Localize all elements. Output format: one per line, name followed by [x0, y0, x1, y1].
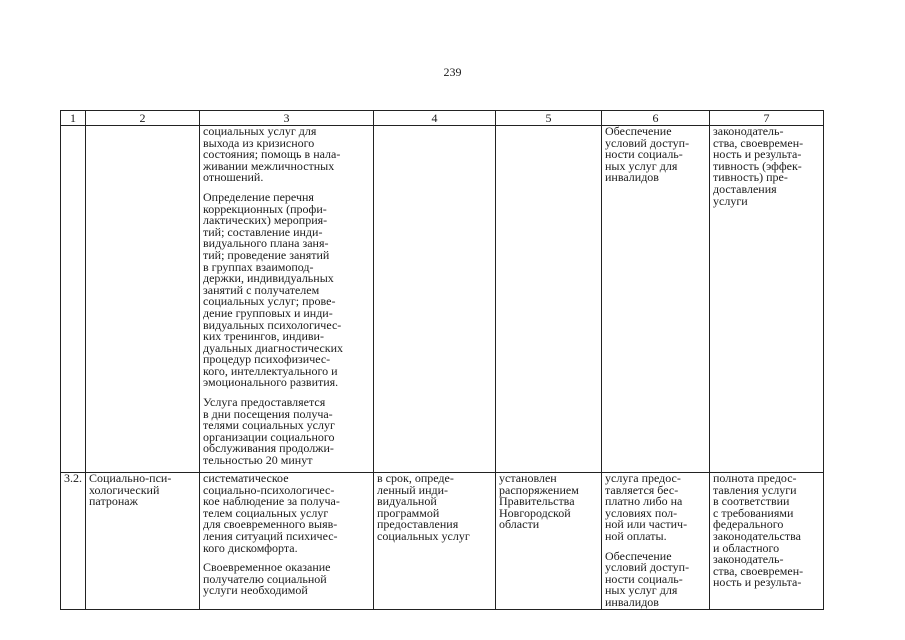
cell-text-line: тий; составление инди-: [203, 224, 323, 239]
cell-text-line: ной оплаты.: [605, 528, 667, 543]
cell-text-line: области: [499, 517, 540, 532]
cell-text-line: социальных услуг: [377, 528, 470, 543]
cell-number: [61, 126, 86, 473]
header-col-7: 7: [710, 111, 824, 126]
header-col-6: 6: [602, 111, 710, 126]
cell-text-line: телями социальных услуг: [203, 418, 335, 433]
cell-text-line: и областного: [713, 540, 780, 555]
cell-text-line: тивность (эффек-: [713, 158, 802, 173]
cell-text-line: Новгородской: [499, 505, 571, 520]
cell-delivery-term: [374, 473, 496, 610]
cell-paragraph: [89, 473, 196, 508]
cell-tariff: [496, 126, 602, 473]
cell-text-line: обслуживания продолжи-: [203, 441, 334, 456]
cell-text-line: ства, своевремен-: [713, 563, 804, 578]
cell-service-description: [200, 473, 374, 610]
cell-text-line: телем социальных услуг: [203, 505, 329, 520]
cell-text-line: в соответствии: [713, 494, 790, 509]
cell-service-name: [86, 473, 200, 610]
cell-text-line: тельностью 20 минут: [203, 453, 313, 468]
cell-paragraph: [605, 126, 706, 184]
cell-text-line: законодатель-: [713, 124, 784, 138]
cell-text-line: систематическое: [203, 471, 289, 485]
cell-text-line: видуальной: [377, 494, 437, 509]
cell-text-line: федерального: [713, 517, 784, 532]
cell-text-line: получателю социальной: [203, 571, 327, 586]
cell-text-line: ства, своевремен-: [713, 135, 804, 150]
cell-text-line: Услуга предоставляется: [203, 395, 326, 410]
cell-text-line: установлен: [499, 471, 557, 485]
cell-paragraph: [203, 126, 370, 184]
cell-text-line: хологический: [89, 482, 160, 497]
cell-text-line: патронаж: [89, 494, 138, 509]
cell-text-line: кого дискомфорта.: [203, 540, 298, 555]
cell-text-line: доставления: [713, 181, 777, 196]
cell-text-line: отношений.: [203, 170, 264, 185]
cell-text-line: ности социаль-: [605, 571, 683, 586]
cell-text-line: законодатель-: [713, 552, 784, 567]
cell-text-line: социальных услуг для: [203, 124, 317, 138]
cell-text-line: условий доступ-: [605, 560, 690, 575]
cell-text-line: ных услуг для: [605, 583, 678, 598]
cell-text-line: процедур психофизичес-: [203, 352, 331, 367]
cell-text-line: ности социаль-: [605, 147, 683, 162]
header-col-5: 5: [496, 111, 602, 126]
cell-text-line: распоряжением: [499, 482, 579, 497]
cell-text-line: ных услуг для: [605, 158, 678, 173]
cell-text-line: инвалидов: [605, 594, 659, 609]
cell-paragraph: [499, 473, 598, 531]
cell-delivery-term: [374, 126, 496, 473]
cell-paragraph: [203, 397, 370, 467]
cell-text-line: услуга предос-: [605, 471, 681, 485]
cell-text-line: организации социального: [203, 429, 335, 444]
page-number: 239: [443, 65, 462, 79]
cell-quality-indicators: [710, 473, 824, 610]
cell-text-line: коррекционных (профи-: [203, 201, 327, 216]
cell-number: [61, 473, 86, 610]
cell-text-line: кое наблюдение за получа-: [203, 494, 340, 509]
cell-text-line: 3.2.: [64, 471, 82, 485]
cell-text-line: ность и результа-: [713, 575, 802, 590]
cell-text-line: Социально-пси-: [89, 471, 172, 485]
cell-text-line: тавления услуги: [713, 482, 797, 497]
cell-text-line: полнота предос-: [713, 471, 797, 485]
services-table: [60, 110, 824, 610]
cell-text-line: дуальных диагностических: [203, 340, 344, 355]
cell-text-line: видуальных психологичес-: [203, 317, 342, 332]
cell-text-line: в группах взаимопод-: [203, 259, 314, 274]
cell-text-line: Определение перечня: [203, 189, 314, 204]
cell-text-line: тивность) пре-: [713, 170, 788, 185]
cell-text-line: тий; проведение занятий: [203, 247, 330, 262]
cell-text-line: живании межличностных: [203, 158, 335, 173]
cell-text-line: выхода из кризисного: [203, 135, 315, 150]
header-col-2: 2: [86, 111, 200, 126]
cell-text-line: ной или частич-: [605, 517, 688, 532]
cell-text-line: состояния; помощь в нала-: [203, 147, 341, 162]
cell-text-line: занятий с получателем: [203, 282, 320, 297]
cell-paragraph: [203, 473, 370, 554]
cell-paragraph: [713, 473, 820, 589]
row-3-2: [61, 473, 824, 610]
cell-paragraph: [605, 548, 706, 609]
cell-text-line: кого, интеллектуального и: [203, 363, 338, 378]
cell-text-line: социальных услуг; прове-: [203, 294, 336, 309]
cell-text-line: в дни посещения получа-: [203, 406, 333, 421]
cell-text-line: тавляется бес-: [605, 482, 679, 497]
cell-conditions: [602, 473, 710, 610]
cell-text-line: законодательства: [713, 528, 801, 543]
cell-service-description: [200, 126, 374, 473]
cell-text-line: Обеспечение: [605, 124, 672, 138]
cell-text-line: держки, индивидуальных: [203, 271, 334, 286]
header-row: [61, 111, 824, 126]
header-col-3: 3: [200, 111, 374, 126]
cell-text-line: Обеспечение: [605, 548, 672, 563]
cell-text-line: условиях пол-: [605, 505, 678, 520]
header-col-1: 1: [61, 111, 86, 126]
cell-text-line: эмоционального развития.: [203, 375, 339, 390]
cell-text-line: ность и результа-: [713, 147, 802, 162]
cell-paragraph: [64, 473, 82, 485]
cell-text-line: ления ситуаций психичес-: [203, 528, 338, 543]
cell-text-line: в срок, опреде-: [377, 471, 454, 485]
cell-text-line: для своевременного выяв-: [203, 517, 338, 532]
cell-paragraph: [203, 189, 370, 390]
cell-paragraph: [713, 126, 820, 207]
cell-text-line: социально-психологичес-: [203, 482, 335, 497]
cell-text-line: ленный инди-: [377, 482, 449, 497]
cell-text-line: предоставления: [377, 517, 459, 532]
cell-tariff: [496, 473, 602, 610]
cell-text-line: платно либо на: [605, 494, 683, 509]
cell-text-line: Правительства: [499, 494, 575, 509]
cell-text-line: услуги: [713, 193, 748, 208]
cell-text-line: лактических) мероприя-: [203, 213, 328, 228]
cell-text-line: услуги необходимой: [203, 583, 308, 598]
cell-text-line: программой: [377, 505, 440, 520]
cell-text-line: с требованиями: [713, 505, 794, 520]
cell-service-name: [86, 126, 200, 473]
cell-paragraph: [203, 562, 370, 597]
cell-text-line: условий доступ-: [605, 135, 690, 150]
cell-text-line: дение групповых и инди-: [203, 305, 333, 320]
header-col-4: 4: [374, 111, 496, 126]
cell-paragraph: [605, 473, 706, 543]
cell-text-line: ких тренингов, индиви-: [203, 329, 324, 344]
continuation-row: [61, 126, 824, 473]
cell-text-line: Своевременное оказание: [203, 560, 331, 575]
cell-conditions: [602, 126, 710, 473]
cell-text-line: инвалидов: [605, 170, 659, 185]
cell-text-line: видуального плана заня-: [203, 236, 329, 251]
cell-quality-indicators: [710, 126, 824, 473]
cell-paragraph: [377, 473, 492, 543]
